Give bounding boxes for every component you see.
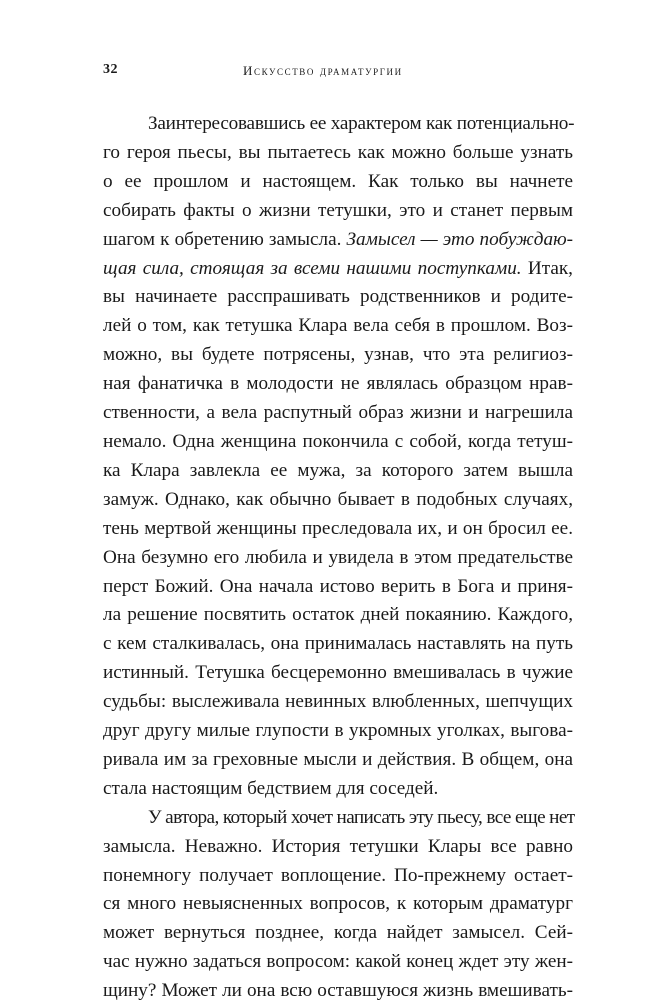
text-line: стала настоящим бедствием для соседей. — [103, 777, 439, 799]
text-line: Она безумно его любила и увидела в этом предательстве — [103, 546, 573, 568]
text-line: о ее прошлом и настоящем. Как только вы начнете — [103, 170, 573, 192]
text-line: друг другу милые глупости в укромных уголках, выгова- — [103, 720, 573, 742]
text-line: замысла. Неважно. История тетушки Клары все равно — [103, 835, 573, 857]
italic-run: Замысел — это побуждаю- — [346, 228, 573, 250]
text-line: ка Клара завлекла ее мужа, за которого затем вышла — [103, 459, 573, 481]
text-run: шагом к обретению замысла. — [103, 228, 347, 250]
text-line: щину? Может ли она всю оставшуюся жизнь вмешивать- — [103, 980, 573, 1002]
text-line: ся много невыясненных вопросов, к которым драматург — [103, 893, 573, 915]
page-number: 32 — [103, 62, 118, 77]
text-line: ла решение посвятить остаток дней покаянию. Каждого, — [103, 604, 573, 626]
italic-run: щая сила, стоящая за всеми нашими поступками. — [103, 257, 522, 279]
text-line: ственности, а вела распутный образ жизни и нагрешила — [103, 402, 573, 424]
text-line: немало. Одна женщина покончила с собой, когда тетуш- — [103, 430, 573, 452]
text-line: У автора, который хочет написать эту пьесу, все еще нет — [148, 806, 575, 828]
paragraph-1 — [103, 110, 573, 804]
text-line: судьбы: выслеживала невинных влюбленных, шепчущих — [103, 691, 573, 713]
text-line: тень мертвой женщины преследовала их, и он бросил ее. — [103, 517, 573, 539]
text-line: замуж. Однако, как обычно бывает в подобных случаях, — [103, 488, 573, 510]
text-line: истинный. Тетушка бесцеремонно вмешивалась в чужие — [103, 662, 573, 684]
text-line: вы начинаете расспрашивать родственников и родите- — [103, 286, 573, 308]
text-line — [103, 226, 573, 255]
body-text — [103, 110, 573, 1006]
text-line: понемногу получает воплощение. По-прежнему остает- — [103, 864, 573, 886]
text-run: Итак, — [521, 257, 573, 279]
text-line — [103, 255, 573, 284]
text-line: собирать факты о жизни тетушки, это и станет первым — [103, 199, 573, 221]
text-line: лей о том, как тетушка Клара вела себя в прошлом. Воз- — [103, 315, 573, 337]
text-line: перст Божий. Она начала истово верить в Бога и приня- — [103, 575, 573, 597]
text-line: Заинтересовавшись ее характером как потенциально- — [148, 113, 575, 134]
text-line: может вернуться позднее, когда найдет замысел. Сей- — [103, 922, 573, 944]
text-line: ная фанатичка в молодости не являлась образцом нрав- — [103, 373, 573, 395]
text-line: с кем сталкивалась, она принималась наставлять на путь — [103, 633, 573, 655]
paragraph-2 — [103, 804, 573, 1006]
text-line: ривала им за греховные мысли и действия. В общем, она — [103, 748, 573, 770]
text-line: го героя пьесы, вы пытаетесь как можно больше узнать — [103, 141, 573, 163]
running-head — [103, 62, 573, 82]
text-line: час нужно задаться вопросом: какой конец ждет эту жен- — [103, 951, 573, 973]
text-line: можно, вы будете потрясены, узнав, что эта религиоз- — [103, 344, 573, 366]
running-title: Искусство драматургии — [243, 63, 403, 78]
